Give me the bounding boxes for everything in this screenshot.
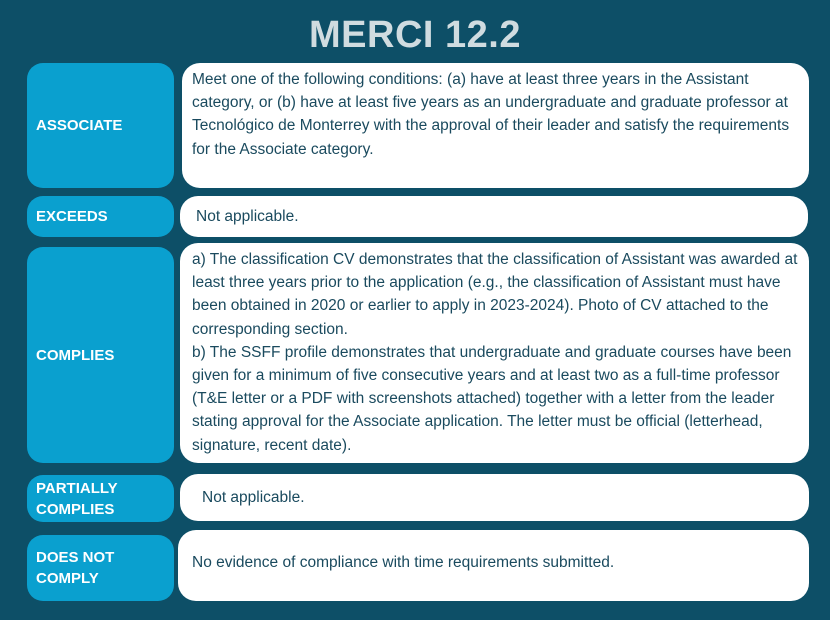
description-text: Meet one of the following conditions: (a) have at least three years in the Assistant category, or (b) have at least five years as an undergraduate and graduate professor at Tecnológico de Monterrey with the approval of their leader and satisfy the requirements for the Associate category. [192,71,790,158]
label-text: COMPLIES [36,346,115,364]
description-associate [182,63,809,188]
label-exceeds [27,196,174,237]
label-does-not-comply [27,535,174,601]
label-text: EXCEEDS [36,208,108,225]
label-text: PARTIALLY COMPLIES [36,479,118,518]
page-title: MERCI 12.2 [309,14,521,56]
label-associate [27,63,174,188]
label-complies [27,247,174,463]
description-text: No evidence of compliance with time requirements submitted. [192,554,615,571]
description-text: Not applicable. [202,489,305,506]
description-partially-complies [180,474,809,521]
description-complies [180,243,809,463]
label-text: DOES NOT COMPLY [36,549,115,587]
description-text: Not applicable. [196,208,299,225]
label-partially-complies [27,475,174,522]
description-text: a) The classification CV demonstrates that the classification of Assistant was awarded at least three years prior to the application (e.g., the classification of Assistant must have been obtained in 2020 or earlier to apply in 2023-2024). Photo of CV attached to the corresponding section. [192,251,798,338]
description-does-not-comply [178,530,809,601]
description-text: b) The SSFF profile demonstrates that undergraduate and graduate courses have been given for a minimum of five consecutive years and at least two as a full-time professor (T&E letter or a PDF with screenshots attached) together with a letter from the leader stating approval for the Associate application. The letter must be official (letterhead, signature, recent date). [192,343,792,454]
label-text: ASSOCIATE [36,117,123,134]
description-exceeds [180,196,808,237]
